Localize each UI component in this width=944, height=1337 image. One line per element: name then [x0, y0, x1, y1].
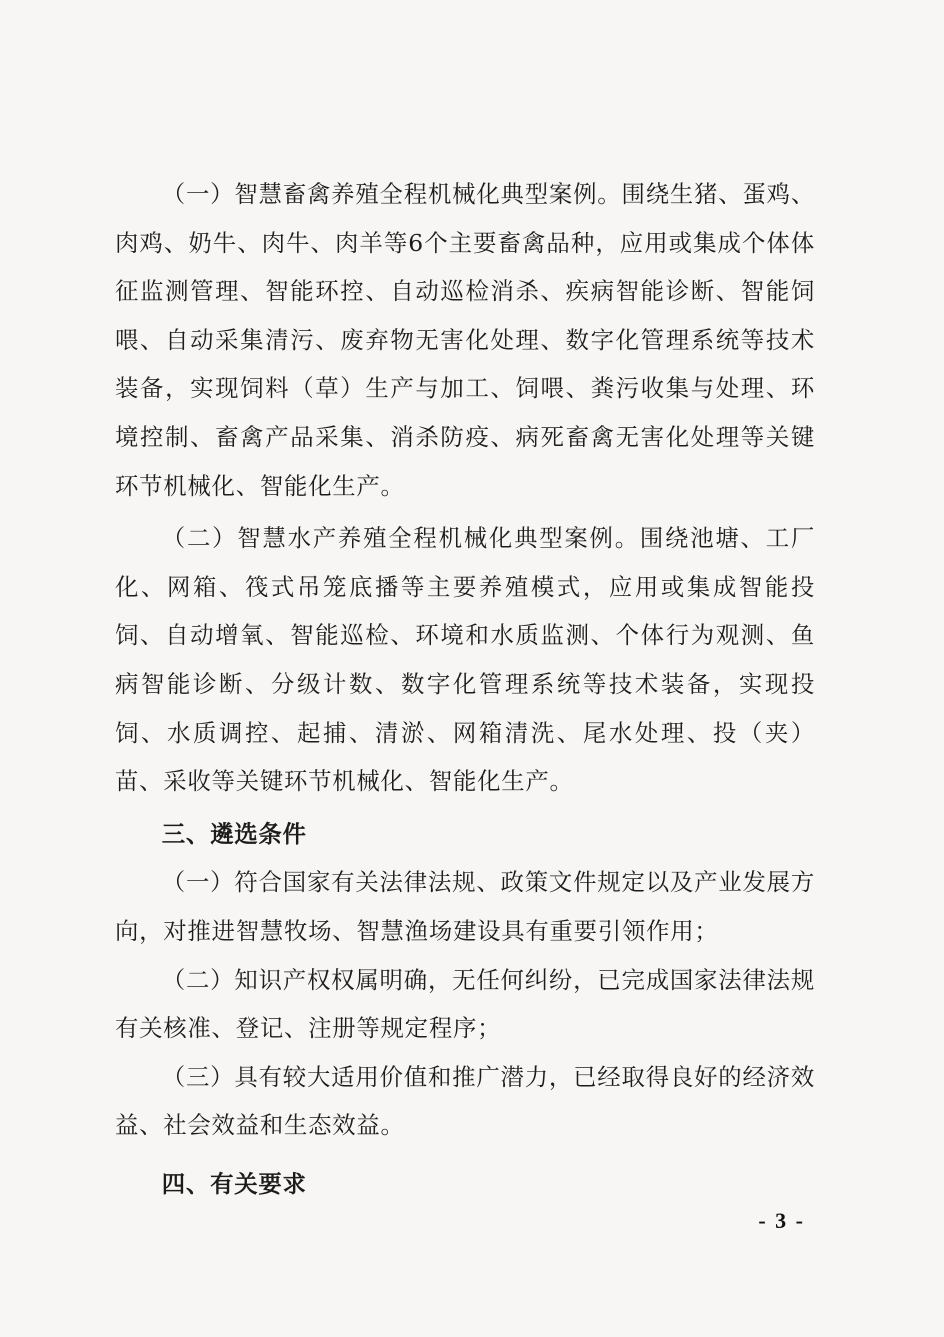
document-body [115, 170, 815, 1208]
page-number: - 3 - [758, 1208, 805, 1233]
criteria-item-1: （一）符合国家有关法律法规、政策文件规定以及产业发展方向，对推进智慧牧场、智慧渔场建设具有重要引领作用； [115, 868, 815, 945]
paragraph-aquaculture-case: （二）智慧水产养殖全程机械化典型案例。围绕池塘、工厂化、网箱、筏式吊笼底播等主要养殖模式，应用或集成智能投饲、自动增氧、智能巡检、环境和水质监测、个体行为观测、鱼病智能诊断、分级计数、数字化管理系统等技术装备，实现投饲、水质调控、起捕、清淤、网箱清洗、尾水处理、投（夹）苗、采收等关键环节机械化、智能化生产。 [115, 524, 815, 796]
section-heading-selection-criteria: 三、遴选条件 [161, 819, 307, 848]
paragraph-livestock-case: （一）智慧畜禽养殖全程机械化典型案例。围绕生猪、蛋鸡、肉鸡、奶牛、肉牛、肉羊等6个主要畜禽品种，应用或集成个体体征监测管理、智能环控、自动巡检消杀、疾病智能诊断、智能饲喂、自动采集清污、废弃物无害化处理、数字化管理系统等技术装备，实现饲料（草）生产与加工、饲喂、粪污收集与处理、环境控制、畜禽产品采集、消杀防疫、病死畜禽无害化处理等关键环节机械化、智能化生产。 [115, 180, 815, 500]
criteria-item-3: （三）具有较大适用价值和推广潜力，已经取得良好的经济效益、社会效益和生态效益。 [115, 1062, 815, 1140]
section-heading-requirements: 四、有关要求 [161, 1169, 307, 1198]
criteria-item-2: （二）知识产权权属明确，无任何纠纷，已完成国家法律法规有关核准、登记、注册等规定程序； [115, 965, 815, 1043]
